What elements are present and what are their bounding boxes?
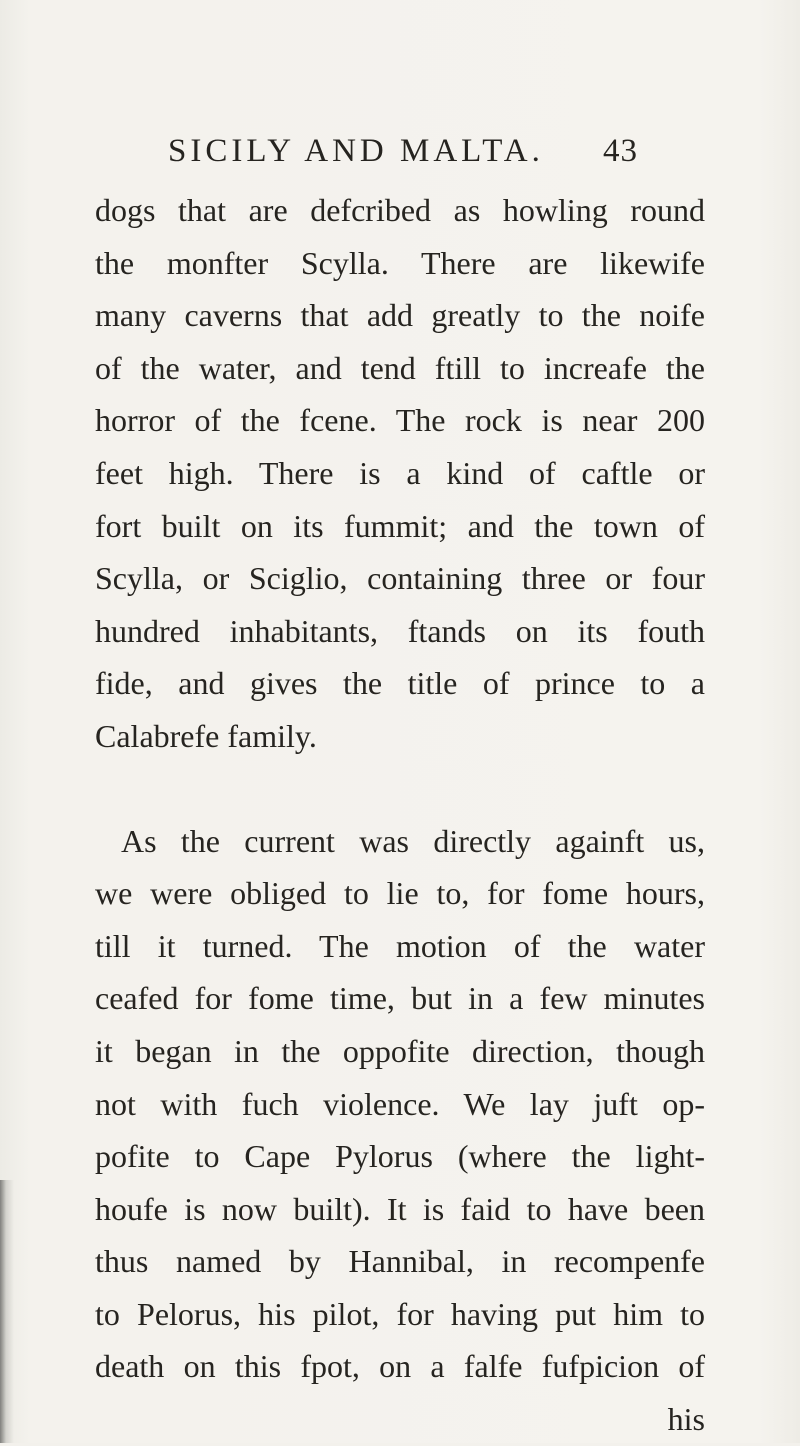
text-line: not with fuch violence. We lay juft op- xyxy=(95,1085,705,1122)
text-line: thus named by Hannibal, in recompenfe xyxy=(95,1243,705,1280)
text-line: hundred inhabitants, ftands on its fouth xyxy=(95,612,705,649)
text-line: houfe is now built). It is faid to have been xyxy=(95,1190,705,1227)
text-line: fide, and gives the title of prince to a xyxy=(95,665,705,702)
catchword: his xyxy=(667,1401,705,1438)
text-line: till it turned. The motion of the water xyxy=(95,927,705,964)
text-line: we were obliged to lie to, for fome hours, xyxy=(95,875,705,912)
text-line: Scylla, or Sciglio, containing three or four xyxy=(95,560,705,597)
text-line: Calabrefe family. xyxy=(95,717,317,754)
paragraph-gap xyxy=(95,763,705,815)
binding-shadow xyxy=(0,1180,14,1443)
text-line: death on this fpot, on a falfe fufpicion of xyxy=(95,1348,705,1385)
paragraph-1 xyxy=(95,184,705,763)
text-line: dogs that are defcribed as howling round xyxy=(95,192,705,228)
running-head xyxy=(168,128,638,174)
text-line: to Pelorus, his pilot, for having put him to xyxy=(95,1295,705,1332)
text-line: of the water, and tend ftill to increafe the xyxy=(95,349,705,386)
text-line: pofite to Cape Pylorus (where the light- xyxy=(95,1138,705,1175)
text-line: the monfter Scylla. There are likewife xyxy=(95,244,705,281)
body-text xyxy=(95,184,705,1446)
paragraph-2 xyxy=(95,815,705,1394)
text-line: feet high. There is a kind of caftle or xyxy=(95,454,705,491)
text-line: As the current was directly againft us, xyxy=(121,822,705,859)
text-line: ceafed for fome time, but in a few minutes xyxy=(95,980,705,1017)
page-number: 43 xyxy=(603,133,638,169)
running-head-title: SICILY AND MALTA. xyxy=(168,133,544,169)
text-line: it began in the oppofite direction, though xyxy=(95,1032,705,1069)
text-line: many caverns that add greatly to the noife xyxy=(95,297,705,334)
text-line: horror of the fcene. The rock is near 200 xyxy=(95,402,705,439)
text-line: fort built on its fummit; and the town of xyxy=(95,507,705,544)
